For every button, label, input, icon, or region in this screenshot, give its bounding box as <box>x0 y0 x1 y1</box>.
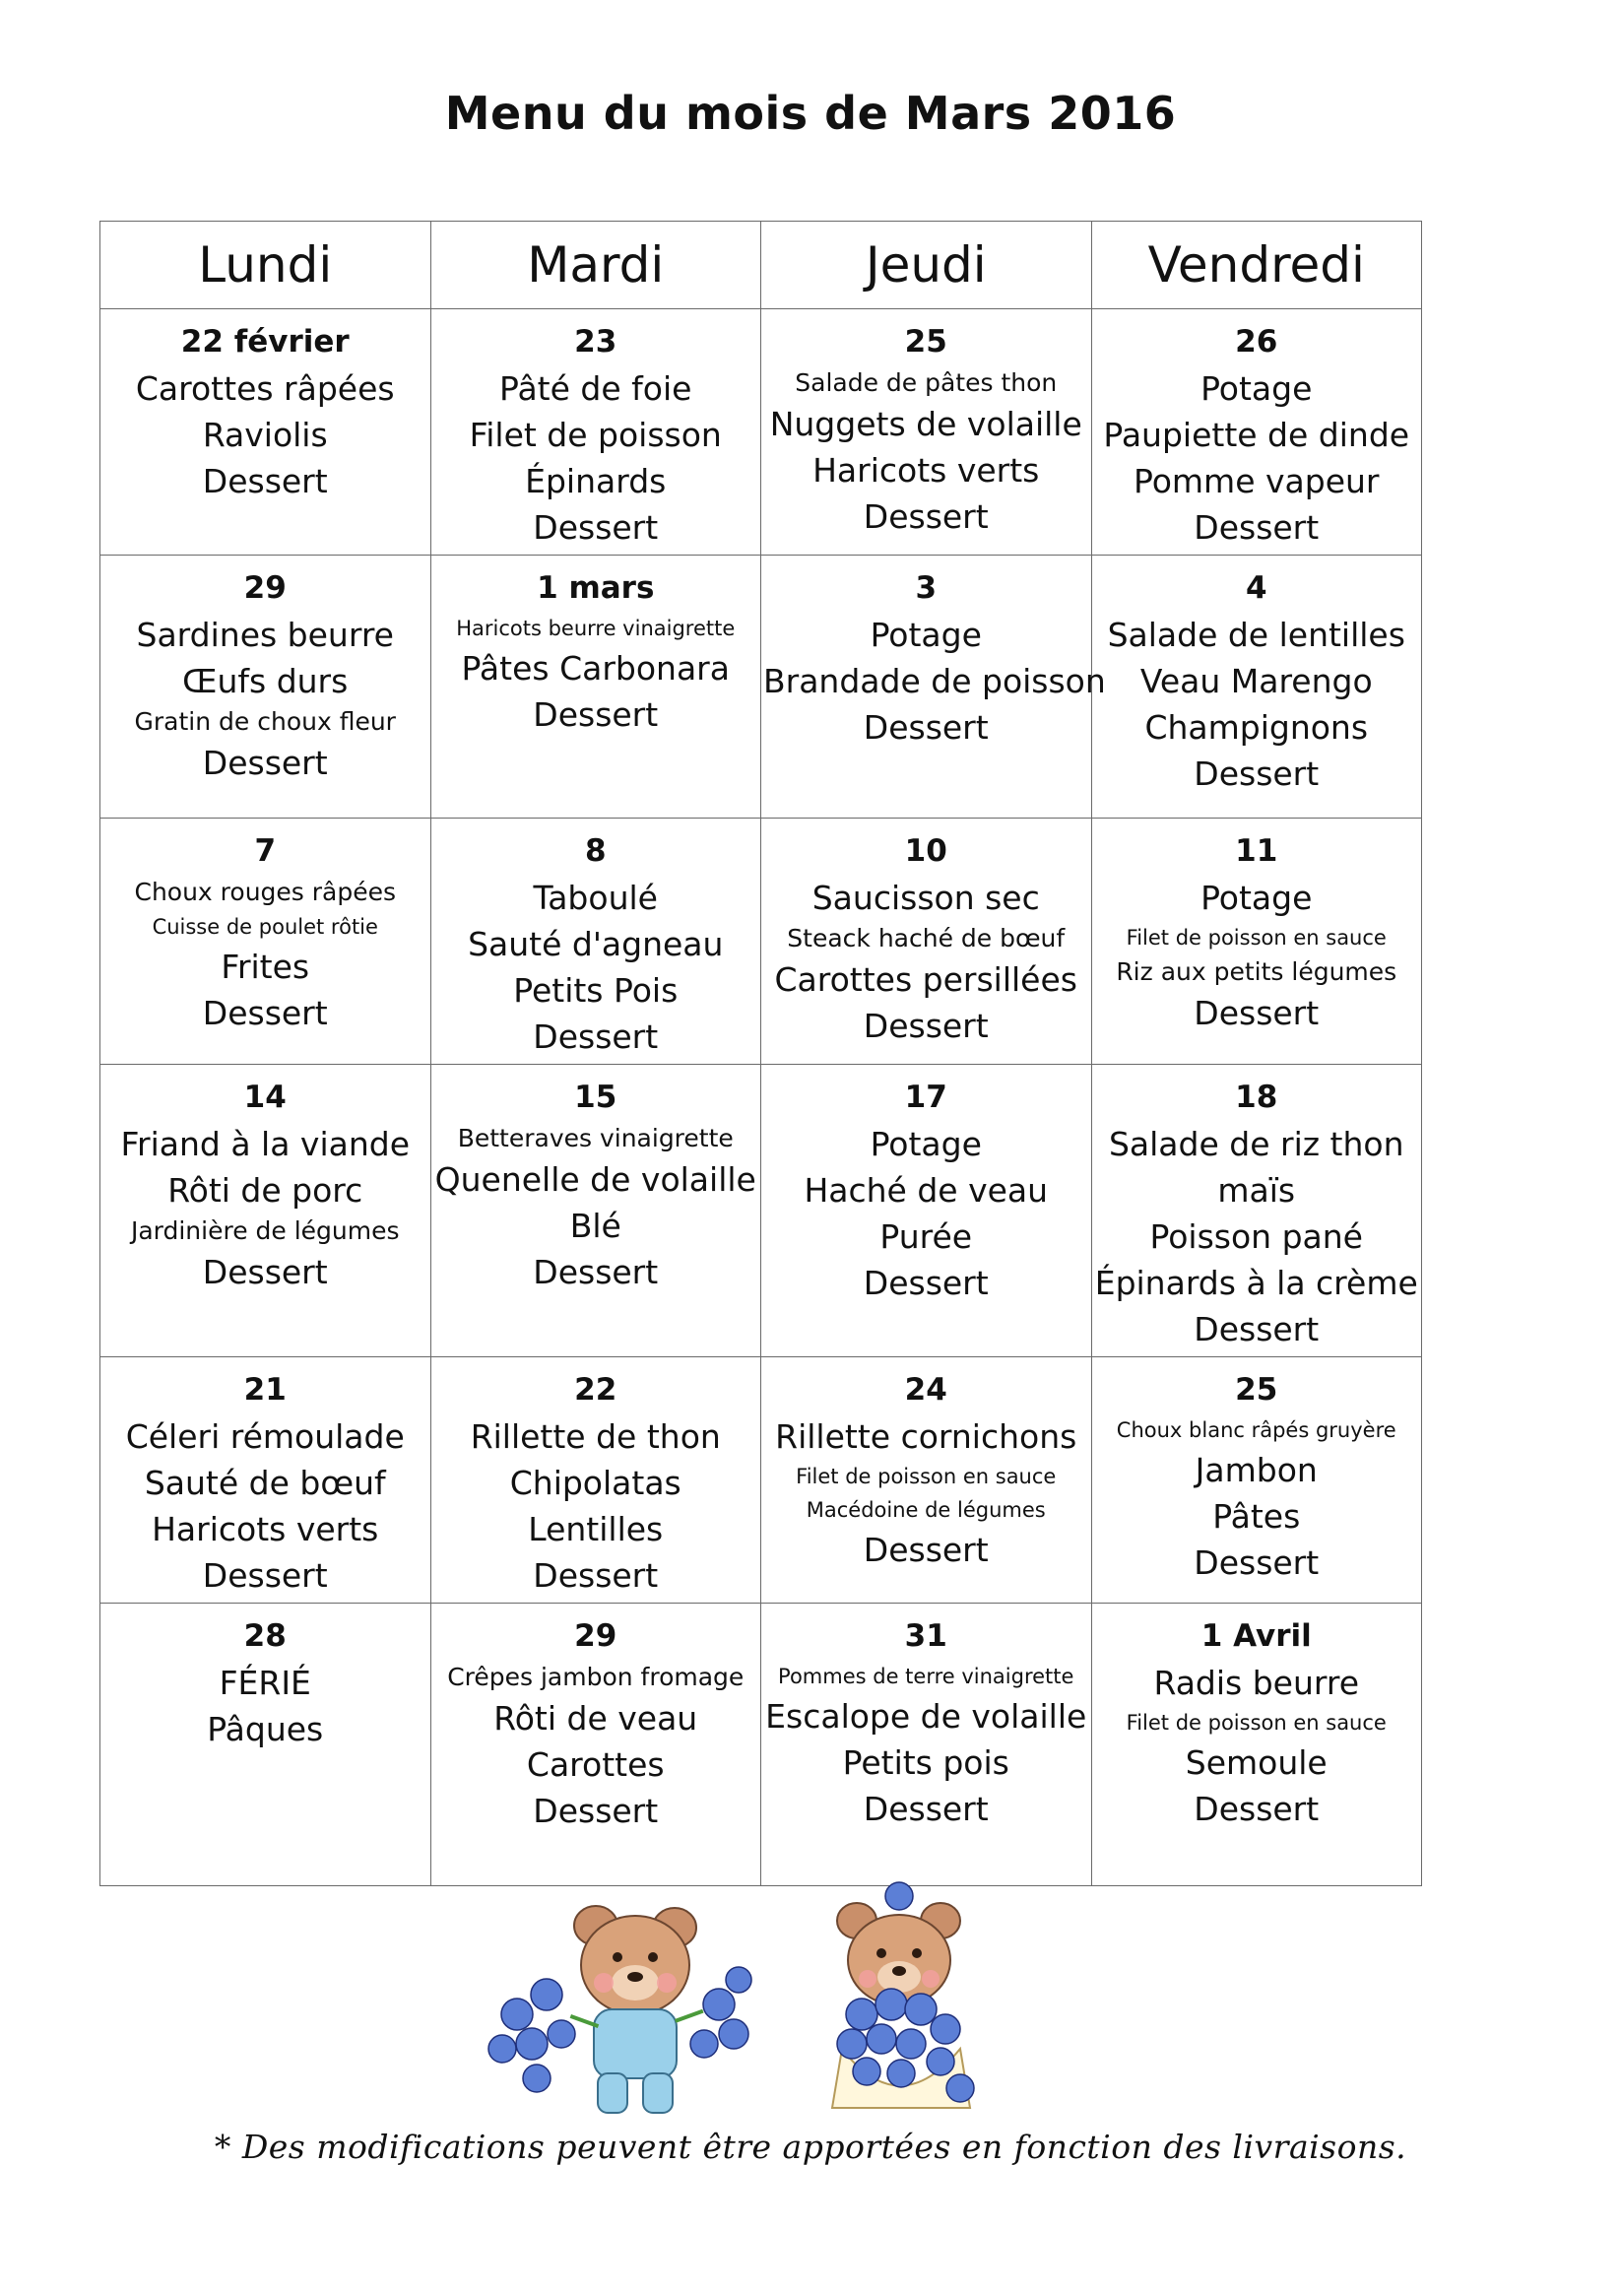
menu-dish-item: Jardinière de légumes <box>130 1216 400 1245</box>
menu-dish-item: Épinards à la crème <box>1094 1264 1418 1302</box>
menu-dish-item: Frites <box>221 948 310 986</box>
menu-day-date: 22 <box>574 1372 617 1408</box>
menu-dish-item: Dessert <box>533 1792 659 1830</box>
menu-day-date: 15 <box>574 1080 617 1115</box>
menu-dish-item: Dessert <box>1194 1790 1320 1828</box>
menu-day-cell <box>430 1604 761 1886</box>
menu-dish-item: Dessert <box>1194 1543 1320 1582</box>
menu-dish-item: Carottes <box>526 1745 665 1784</box>
menu-dish-item: Pâtes Carbonara <box>461 649 730 688</box>
menu-dish-item: Lentilles <box>528 1510 664 1548</box>
menu-dish-item: Dessert <box>863 708 989 747</box>
menu-week-row <box>100 309 1422 556</box>
menu-week-row <box>100 819 1422 1065</box>
menu-dish-item: Filet de poisson en sauce <box>1126 926 1387 950</box>
menu-day-cell <box>430 556 761 819</box>
menu-day-date: 26 <box>1235 324 1278 360</box>
menu-dish-item: Rôti de porc <box>167 1171 363 1210</box>
menu-day-date: 4 <box>1245 570 1267 606</box>
menu-dish-item: Riz aux petits légumes <box>1116 957 1397 986</box>
day-header-lundi: Lundi <box>100 222 431 309</box>
menu-day-cell <box>100 819 431 1065</box>
menu-day-cell <box>1091 1065 1422 1357</box>
menu-dish-item: maïs <box>1217 1171 1296 1210</box>
menu-dish-item: Choux blanc râpés gruyère <box>1116 1418 1396 1442</box>
menu-day-date: 10 <box>904 833 947 869</box>
menu-dish-item: Paupiette de dinde <box>1103 416 1410 454</box>
menu-dish-item: Dessert <box>1194 994 1320 1032</box>
menu-dish-item: Steack haché de bœuf <box>787 924 1066 952</box>
menu-day-cell <box>761 1604 1092 1886</box>
menu-dish-item: Céleri rémoulade <box>125 1417 405 1456</box>
menu-dish-item: Dessert <box>863 497 989 536</box>
menu-day-date: 29 <box>243 570 287 606</box>
menu-dish-item: Macédoine de légumes <box>806 1498 1046 1522</box>
day-header-jeudi: Jeudi <box>761 222 1092 309</box>
menu-dish-item: Dessert <box>202 1253 328 1291</box>
menu-dish-item: Taboulé <box>533 879 658 917</box>
menu-day-cell <box>430 1065 761 1357</box>
menu-dish-item: Brandade de poisson <box>763 662 1106 700</box>
menu-dish-item: Rillette de thon <box>470 1417 721 1456</box>
menu-day-date: 25 <box>904 324 947 360</box>
menu-dish-item: Jambon <box>1195 1451 1318 1489</box>
menu-dish-item: Filet de poisson <box>469 416 722 454</box>
menu-day-date: 3 <box>915 570 938 606</box>
menu-day-date: 28 <box>243 1618 287 1654</box>
menu-dish-item: Dessert <box>202 1556 328 1595</box>
menu-dish-item: Champignons <box>1144 708 1369 747</box>
teddy-bear-flowers-illustration <box>478 1886 763 2123</box>
menu-dish-item: Carottes persillées <box>774 960 1077 999</box>
menu-day-cell <box>100 309 431 556</box>
menu-dish-item: Dessert <box>202 462 328 500</box>
menu-dish-item: Dessert <box>1194 1310 1320 1348</box>
menu-dish-item: Gratin de choux fleur <box>134 707 396 736</box>
menu-dish-item: Cuisse de poulet rôtie <box>152 915 378 939</box>
menu-dish-item: Rôti de veau <box>493 1699 698 1738</box>
menu-week-row <box>100 1357 1422 1604</box>
menu-day-date: 22 février <box>180 324 350 360</box>
day-header-mardi: Mardi <box>430 222 761 309</box>
menu-dish-item: Dessert <box>863 1531 989 1569</box>
menu-day-date: 24 <box>904 1372 947 1408</box>
menu-day-date: 8 <box>584 833 607 869</box>
menu-day-date: 21 <box>243 1372 287 1408</box>
menu-dish-item: Dessert <box>533 695 659 734</box>
menu-dish-item: Dessert <box>863 1007 989 1045</box>
menu-day-date: 25 <box>1235 1372 1278 1408</box>
delivery-disclaimer-note: * Des modifications peuvent être apportées en fonction des livraisons. <box>214 2128 1407 2166</box>
menu-dish-item: Pommes de terre vinaigrette <box>778 1665 1074 1688</box>
menu-dish-item: Dessert <box>533 1253 659 1291</box>
menu-dish-item: Crêpes jambon fromage <box>447 1663 745 1691</box>
menu-dish-item: Haricots verts <box>152 1510 379 1548</box>
menu-day-date: 1 mars <box>537 570 655 606</box>
menu-dish-item: Potage <box>1200 879 1313 917</box>
menu-dish-item: Dessert <box>863 1264 989 1302</box>
menu-dish-item: Haché de veau <box>804 1171 1049 1210</box>
menu-dish-item: Potage <box>1200 369 1313 408</box>
menu-dish-item: Blé <box>569 1207 621 1245</box>
menu-dish-item: Haricots verts <box>812 451 1040 490</box>
menu-dish-item: Petits Pois <box>513 971 679 1010</box>
menu-dish-item: Salade de lentilles <box>1107 616 1405 654</box>
menu-dish-item: Rillette cornichons <box>775 1417 1077 1456</box>
menu-day-date: 29 <box>574 1618 617 1654</box>
menu-dish-item: Salade de pâtes thon <box>795 368 1058 397</box>
menu-dish-item: Dessert <box>533 1017 659 1056</box>
menu-dish-item: Saucisson sec <box>811 879 1040 917</box>
menu-dish-item: Dessert <box>863 1790 989 1828</box>
menu-dish-item: Dessert <box>1194 754 1320 793</box>
menu-dish-item: Semoule <box>1185 1743 1328 1782</box>
menu-dish-item: Escalope de volaille <box>765 1697 1087 1736</box>
menu-dish-item: Potage <box>870 616 982 654</box>
menu-day-cell <box>761 309 1092 556</box>
menu-dish-item: Épinards <box>525 462 667 500</box>
menu-day-date: 23 <box>574 324 617 360</box>
menu-dish-item: Carottes râpées <box>135 369 395 408</box>
menu-dish-item: Quenelle de volaille <box>434 1160 756 1199</box>
menu-dish-item: Pâques <box>207 1710 324 1748</box>
menu-day-cell <box>100 556 431 819</box>
menu-week-row <box>100 1065 1422 1357</box>
menu-dish-item: Pâtes <box>1212 1497 1301 1536</box>
menu-dish-item: Haricots beurre vinaigrette <box>456 617 736 640</box>
menu-day-cell <box>761 819 1092 1065</box>
menu-dish-item: Dessert <box>202 744 328 782</box>
menu-dish-item: Œufs durs <box>182 662 349 700</box>
page-title: Menu du mois de Mars 2016 <box>444 87 1177 140</box>
menu-table <box>99 221 1422 1886</box>
menu-dish-item: Nuggets de volaille <box>769 405 1082 443</box>
menu-dish-item: Pomme vapeur <box>1134 462 1380 500</box>
menu-dish-item: Dessert <box>202 994 328 1032</box>
menu-week-row <box>100 1604 1422 1886</box>
menu-dish-item: Friand à la viande <box>120 1125 411 1163</box>
menu-dish-item: Veau Marengo <box>1139 662 1373 700</box>
menu-dish-item: Petits pois <box>842 1743 1009 1782</box>
menu-day-cell <box>430 1357 761 1604</box>
menu-day-cell <box>1091 819 1422 1065</box>
menu-day-cell <box>430 309 761 556</box>
menu-day-date: 11 <box>1235 833 1278 869</box>
menu-dish-item: Dessert <box>1194 508 1320 547</box>
menu-day-date: 18 <box>1235 1080 1278 1115</box>
menu-dish-item: Radis beurre <box>1153 1664 1360 1702</box>
menu-day-cell <box>100 1065 431 1357</box>
menu-dish-item: Betteraves vinaigrette <box>457 1124 734 1152</box>
menu-day-date: 7 <box>254 833 277 869</box>
menu-dish-item: Sauté de bœuf <box>144 1464 386 1502</box>
menu-day-cell <box>100 1604 431 1886</box>
menu-day-cell <box>761 556 1106 819</box>
menu-dish-item: Raviolis <box>202 416 328 454</box>
bear-left-body <box>574 1906 696 2113</box>
menu-table-header <box>100 222 1422 309</box>
menu-dish-item: Salade de riz thon <box>1108 1125 1404 1163</box>
menu-week-row <box>100 556 1422 819</box>
menu-dish-item: Sauté d'agneau <box>468 925 724 963</box>
menu-dish-item: Filet de poisson en sauce <box>1126 1711 1387 1735</box>
menu-day-cell <box>1091 1604 1422 1886</box>
menu-day-cell <box>1091 556 1422 819</box>
menu-dish-item: Chipolatas <box>509 1464 681 1502</box>
menu-dish-item: Pâté de foie <box>499 369 692 408</box>
menu-day-date: 1 Avril <box>1200 1618 1312 1654</box>
menu-dish-item: Potage <box>870 1125 982 1163</box>
menu-dish-item: Dessert <box>533 1556 659 1595</box>
menu-day-cell <box>1091 1357 1422 1604</box>
menu-dish-item: FÉRIÉ <box>219 1664 311 1702</box>
menu-dish-item: Sardines beurre <box>136 616 394 654</box>
menu-day-cell <box>100 1357 431 1604</box>
menu-day-cell <box>761 1065 1092 1357</box>
menu-table-body <box>100 309 1422 1886</box>
menu-dish-item: Dessert <box>533 508 659 547</box>
menu-day-date: 17 <box>904 1080 947 1115</box>
menu-dish-item: Poisson pané <box>1149 1217 1363 1256</box>
day-header-vendredi: Vendredi <box>1091 222 1422 309</box>
teddy-bear-bouquet-illustration <box>803 1876 1000 2118</box>
menu-day-cell <box>430 819 761 1065</box>
menu-dish-item: Filet de poisson en sauce <box>796 1465 1057 1488</box>
menu-day-date: 14 <box>243 1080 287 1115</box>
menu-day-cell <box>1091 309 1422 556</box>
menu-day-date: 31 <box>904 1618 947 1654</box>
menu-day-cell <box>761 1357 1092 1604</box>
menu-dish-item: Purée <box>879 1217 973 1256</box>
menu-dish-item: Choux rouges râpées <box>134 878 397 906</box>
